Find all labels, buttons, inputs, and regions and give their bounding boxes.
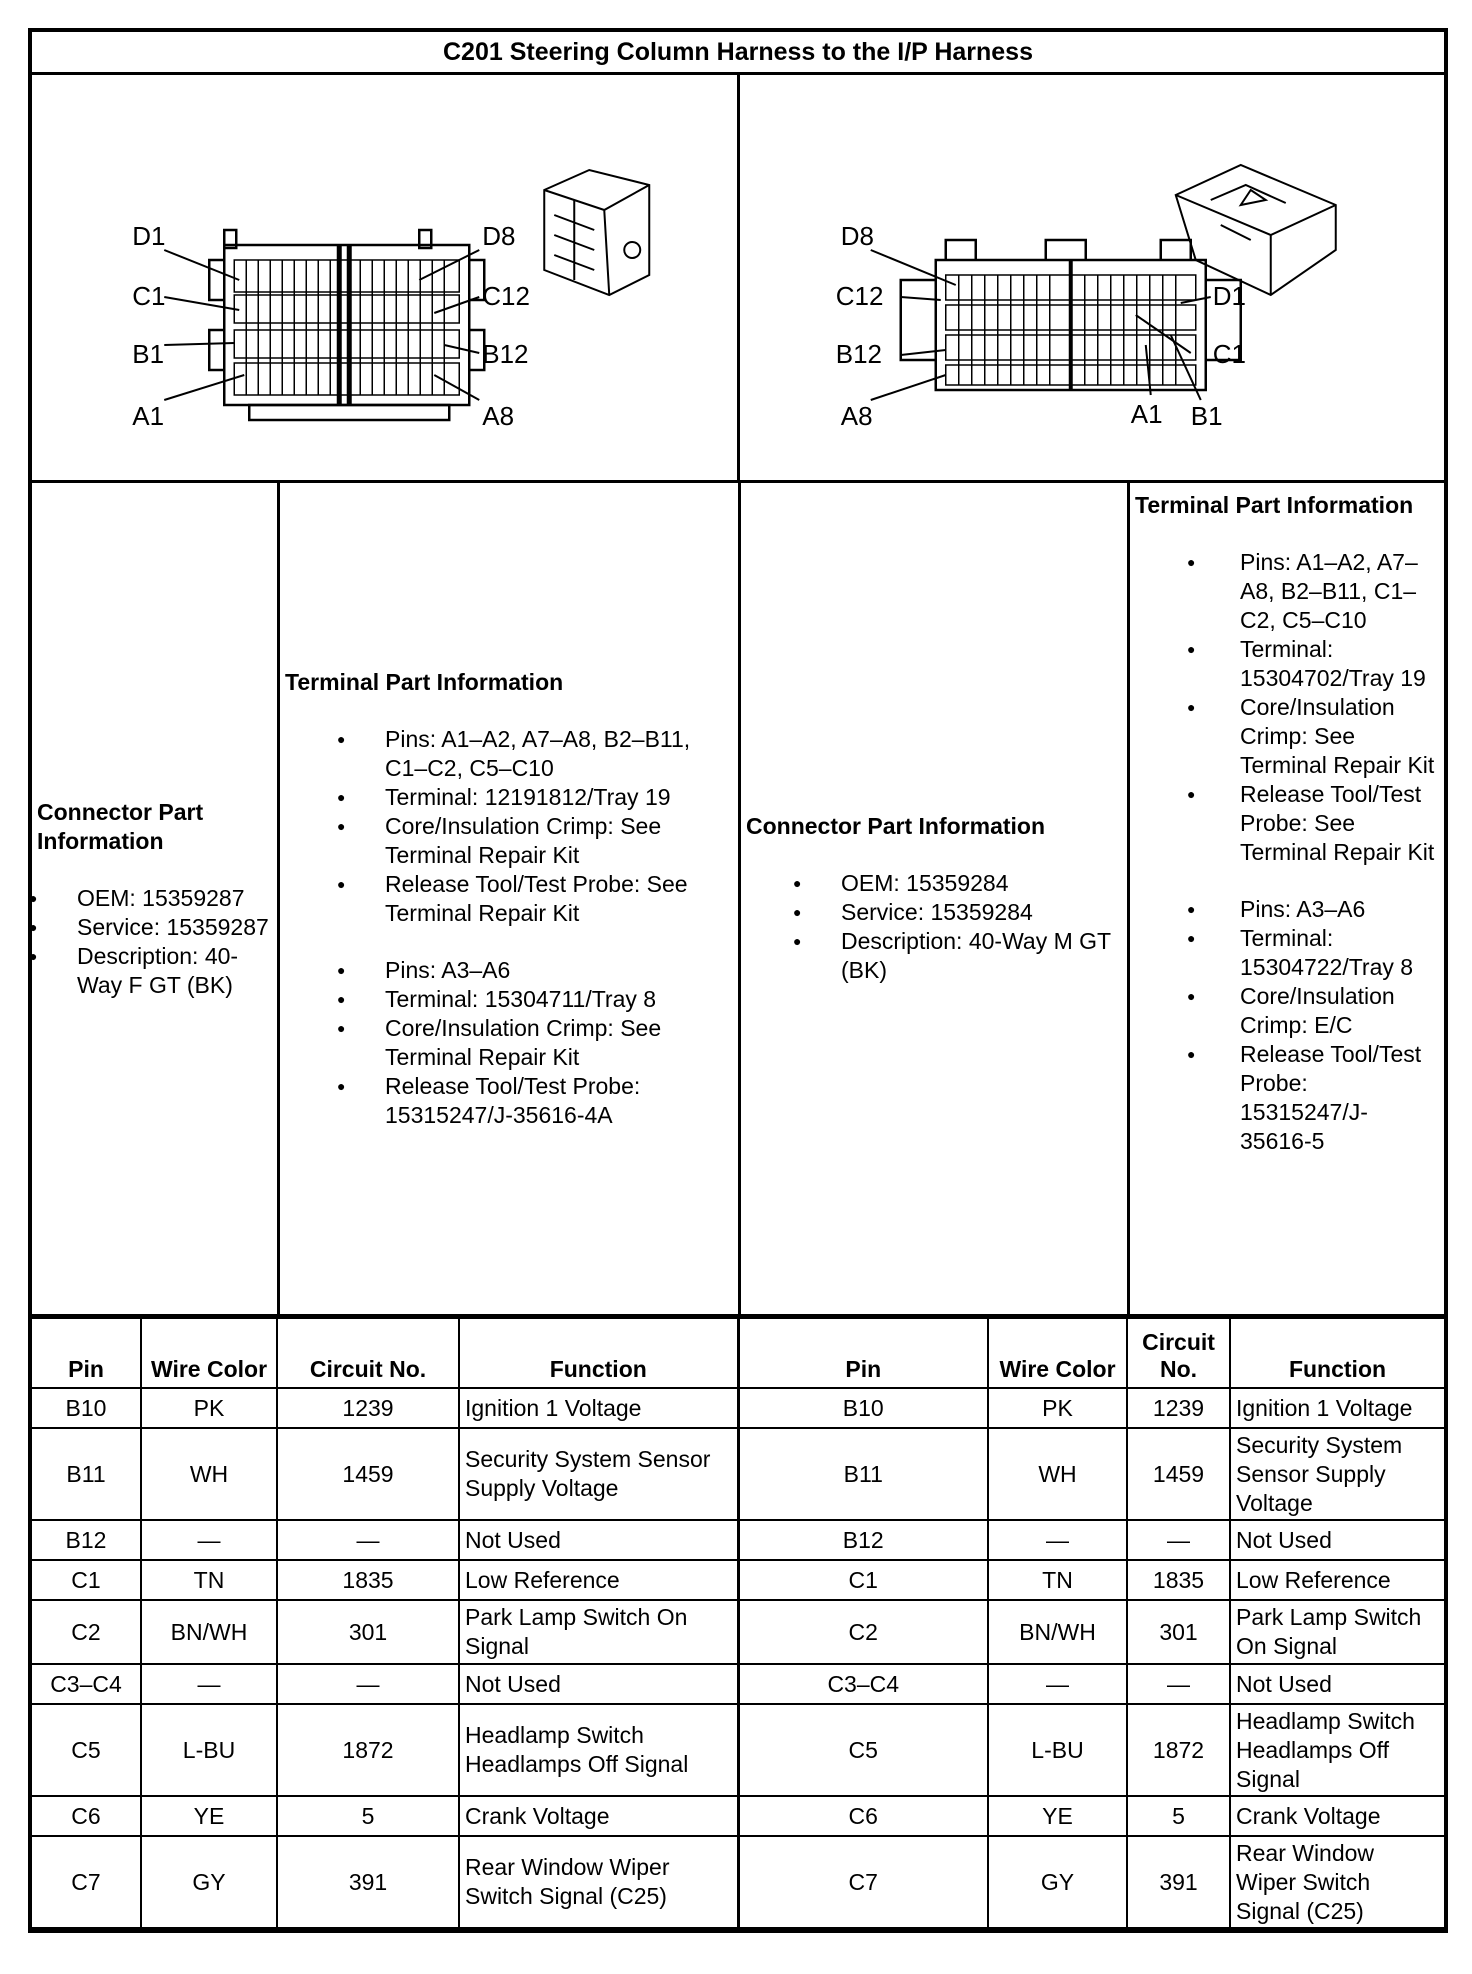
right-label-b12: B12 <box>835 339 882 369</box>
cell-circuit: — <box>1127 1520 1230 1560</box>
cell-function: Park Lamp Switch On Signal <box>459 1600 738 1664</box>
right-terminal-info <box>1127 483 1444 1314</box>
cell-function: Ignition 1 Voltage <box>459 1388 738 1428</box>
right-terminal-group-1 <box>1135 548 1439 867</box>
left-connector-heading: Connector Part Information <box>37 798 204 854</box>
list-item: ● Description: 40-Way F GT (BK) <box>0 942 272 1000</box>
cell-pin: C2 <box>738 1600 988 1664</box>
header-circuit: Circuit No. <box>1127 1318 1230 1388</box>
right-leader-lines <box>870 250 1210 400</box>
cell-pin: C6 <box>32 1796 141 1836</box>
cell-pin: B11 <box>32 1428 141 1520</box>
cell-function: Not Used <box>459 1664 738 1704</box>
left-terminal-group-1 <box>285 725 733 928</box>
right-label-c12: C12 <box>835 281 883 311</box>
list-item: ● Core/Insulation Crimp: See Terminal Repair Kit <box>285 1014 733 1072</box>
cell-wire: WH <box>141 1428 277 1520</box>
left-connector-drawing <box>32 75 737 480</box>
cell-circuit: 1835 <box>1127 1560 1230 1600</box>
cell-function: Low Reference <box>1230 1560 1444 1600</box>
cell-circuit: 5 <box>277 1796 459 1836</box>
cell-circuit: 1459 <box>277 1428 459 1520</box>
cell-wire: YE <box>141 1796 277 1836</box>
page-title: C201 Steering Column Harness to the I/P Harness <box>32 32 1444 75</box>
table-row <box>32 1600 1444 1664</box>
cell-pin: C1 <box>32 1560 141 1600</box>
cell-circuit: 1835 <box>277 1560 459 1600</box>
left-label-c12: C12 <box>482 281 530 311</box>
list-item: ● Description: 40-Way M GT (BK) <box>741 927 1122 985</box>
right-connector-diagram <box>737 75 1445 480</box>
list-item: ● Pins: A1–A2, A7–A8, B2–B11, C1–C2, C5–C10 <box>1135 548 1439 635</box>
list-item: ● Pins: A1–A2, A7–A8, B2–B11, C1–C2, C5–C10 <box>285 725 733 783</box>
cell-pin: C2 <box>32 1600 141 1664</box>
cell-wire: PK <box>988 1388 1127 1428</box>
table-row <box>32 1388 1444 1428</box>
cell-pin: C6 <box>738 1796 988 1836</box>
list-item: ● Release Tool/Test Probe: 15315247/J-35616-5 <box>1135 1040 1439 1156</box>
cell-function: Ignition 1 Voltage <box>1230 1388 1444 1428</box>
left-label-d8: D8 <box>482 221 516 251</box>
list-item: ● Service: 15359284 <box>741 898 1122 927</box>
cell-wire: GY <box>141 1836 277 1928</box>
cell-function: Headlamp Switch Headlamps Off Signal <box>459 1704 738 1796</box>
cell-circuit: — <box>1127 1664 1230 1704</box>
list-item: ● Pins: A3–A6 <box>285 956 733 985</box>
cell-wire: YE <box>988 1796 1127 1836</box>
cell-wire: — <box>988 1520 1127 1560</box>
cell-pin: C3–C4 <box>32 1664 141 1704</box>
left-label-c1: C1 <box>132 281 166 311</box>
right-label-d8: D8 <box>840 221 874 251</box>
left-connector-iso-view <box>544 170 649 295</box>
table-row <box>32 1664 1444 1704</box>
right-terminal-heading: Terminal Part Information <box>1135 492 1414 518</box>
cell-circuit: 1872 <box>277 1704 459 1796</box>
left-label-a1: A1 <box>132 401 165 431</box>
cell-pin: C5 <box>738 1704 988 1796</box>
list-item: ● Core/Insulation Crimp: See Terminal Repair Kit <box>1135 693 1439 780</box>
cell-pin: B11 <box>738 1428 988 1520</box>
cell-circuit: — <box>277 1664 459 1704</box>
left-connector-info <box>32 483 277 1314</box>
header-wire-color: Wire Color <box>141 1318 277 1388</box>
list-item: ● Pins: A3–A6 <box>1135 895 1439 924</box>
table-row <box>32 1520 1444 1560</box>
cell-wire: PK <box>141 1388 277 1428</box>
left-terminal-heading: Terminal Part Information <box>285 668 564 695</box>
cell-function: Not Used <box>1230 1520 1444 1560</box>
right-connector-heading: Connector Part Information <box>746 813 1046 839</box>
cell-wire: — <box>988 1664 1127 1704</box>
header-wire-color: Wire Color <box>988 1318 1127 1388</box>
cell-wire: — <box>141 1520 277 1560</box>
cell-function: Not Used <box>1230 1664 1444 1704</box>
cell-pin: B10 <box>32 1388 141 1428</box>
table-row <box>32 1428 1444 1520</box>
cell-wire: BN/WH <box>988 1600 1127 1664</box>
cell-function: Crank Voltage <box>1230 1796 1444 1836</box>
cell-circuit: 391 <box>277 1836 459 1928</box>
cell-wire: WH <box>988 1428 1127 1520</box>
left-label-b12: B12 <box>482 339 529 369</box>
list-item: ● Terminal: 15304702/Tray 19 <box>1135 635 1439 693</box>
cell-pin: B12 <box>738 1520 988 1560</box>
cell-circuit: 301 <box>1127 1600 1230 1664</box>
list-item: ● Core/Insulation Crimp: See Terminal Repair Kit <box>285 812 733 870</box>
cell-function: Security System Sensor Supply Voltage <box>1230 1428 1444 1520</box>
left-label-d1: D1 <box>132 221 166 251</box>
cell-wire: TN <box>141 1560 277 1600</box>
list-item: ● Terminal: 15304722/Tray 8 <box>1135 924 1439 982</box>
header-function: Function <box>459 1318 738 1388</box>
right-terminal-group-2 <box>1135 895 1439 1156</box>
cell-pin: C5 <box>32 1704 141 1796</box>
left-connector-list <box>0 884 272 1000</box>
cell-pin: C7 <box>32 1836 141 1928</box>
right-label-c1: C1 <box>1212 339 1246 369</box>
cell-circuit: 1872 <box>1127 1704 1230 1796</box>
cell-circuit: 5 <box>1127 1796 1230 1836</box>
pinout-table <box>32 1317 1444 1929</box>
connector-diagrams <box>32 75 1444 483</box>
right-label-a8: A8 <box>840 401 873 431</box>
cell-wire: BN/WH <box>141 1600 277 1664</box>
header-function: Function <box>1230 1318 1444 1388</box>
part-information <box>32 483 1444 1317</box>
list-item: ● Terminal: 12191812/Tray 19 <box>285 783 733 812</box>
table-header-row <box>32 1318 1444 1388</box>
right-connector-body <box>900 240 1240 390</box>
left-terminal-group-2 <box>285 956 733 1130</box>
right-label-b1: B1 <box>1190 401 1223 431</box>
cell-function: Rear Window Wiper Switch Signal (C25) <box>459 1836 738 1928</box>
list-item: ● Service: 15359287 <box>0 913 272 942</box>
cell-pin: B10 <box>738 1388 988 1428</box>
cell-function: Rear Window Wiper Switch Signal (C25) <box>1230 1836 1444 1928</box>
left-terminal-info <box>277 483 738 1314</box>
left-label-a8: A8 <box>482 401 515 431</box>
cell-wire: GY <box>988 1836 1127 1928</box>
cell-circuit: 1239 <box>1127 1388 1230 1428</box>
cell-circuit: 1239 <box>277 1388 459 1428</box>
header-pin: Pin <box>738 1318 988 1388</box>
cell-wire: L-BU <box>988 1704 1127 1796</box>
cell-wire: — <box>141 1664 277 1704</box>
cell-wire: L-BU <box>141 1704 277 1796</box>
left-label-b1: B1 <box>132 339 165 369</box>
right-label-d1: D1 <box>1212 281 1246 311</box>
cell-pin: C7 <box>738 1836 988 1928</box>
list-item: ● Terminal: 15304711/Tray 8 <box>285 985 733 1014</box>
table-row <box>32 1560 1444 1600</box>
cell-pin: C1 <box>738 1560 988 1600</box>
header-pin: Pin <box>32 1318 141 1388</box>
cell-function: Security System Sensor Supply Voltage <box>459 1428 738 1520</box>
left-connector-body <box>209 230 484 420</box>
header-circuit: Circuit No. <box>277 1318 459 1388</box>
table-row <box>32 1796 1444 1836</box>
cell-function: Headlamp Switch Headlamps Off Signal <box>1230 1704 1444 1796</box>
list-item: ● OEM: 15359284 <box>741 869 1122 898</box>
list-item: ● Release Tool/Test Probe: See Terminal Repair Kit <box>285 870 733 928</box>
right-connector-iso-view <box>1175 165 1335 295</box>
cell-pin: C3–C4 <box>738 1664 988 1704</box>
connector-sheet <box>28 28 1448 1933</box>
right-label-a1: A1 <box>1130 399 1163 429</box>
cell-function: Low Reference <box>459 1560 738 1600</box>
cell-circuit: — <box>277 1520 459 1560</box>
right-connector-drawing <box>740 75 1445 480</box>
list-item: ● Release Tool/Test Probe: 15315247/J-35616-4A <box>285 1072 733 1130</box>
cell-wire: TN <box>988 1560 1127 1600</box>
cell-function: Park Lamp Switch On Signal <box>1230 1600 1444 1664</box>
list-item: ● Core/Insulation Crimp: E/C <box>1135 982 1439 1040</box>
cell-circuit: 391 <box>1127 1836 1230 1928</box>
list-item: ● OEM: 15359287 <box>0 884 272 913</box>
cell-circuit: 301 <box>277 1600 459 1664</box>
table-row <box>32 1836 1444 1928</box>
cell-pin: B12 <box>32 1520 141 1560</box>
right-connector-list <box>741 869 1122 985</box>
right-connector-info <box>738 483 1127 1314</box>
left-connector-diagram <box>32 75 737 480</box>
cell-circuit: 1459 <box>1127 1428 1230 1520</box>
table-row <box>32 1704 1444 1796</box>
cell-function: Crank Voltage <box>459 1796 738 1836</box>
cell-function: Not Used <box>459 1520 738 1560</box>
list-item: ● Release Tool/Test Probe: See Terminal Repair Kit <box>1135 780 1439 867</box>
